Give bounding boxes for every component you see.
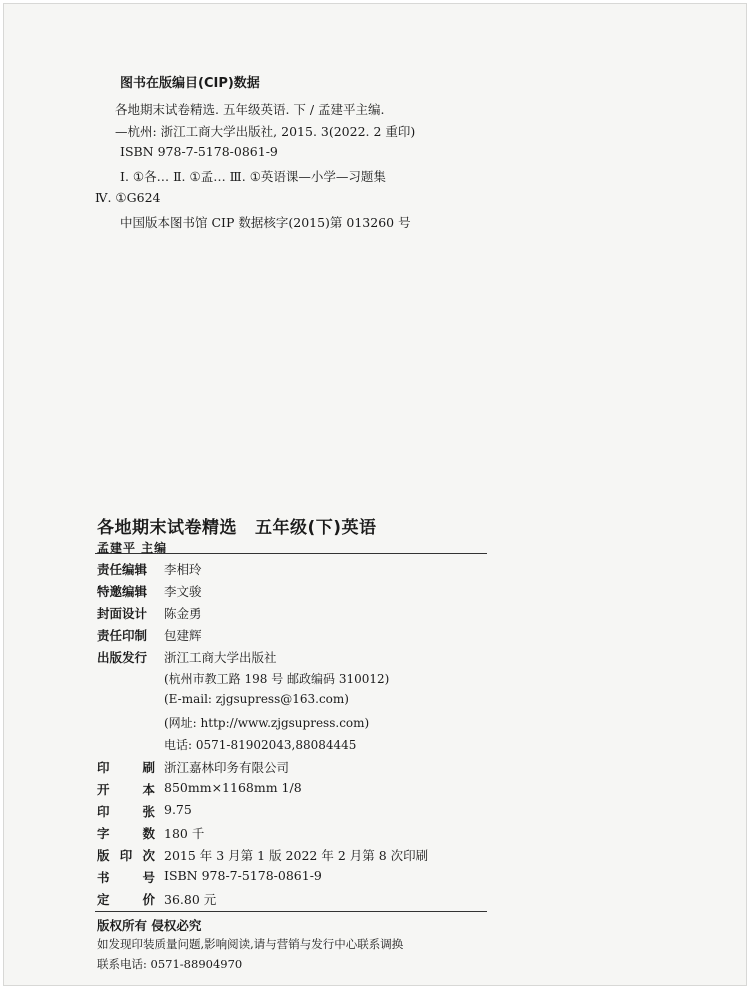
spec-label: 书 号 (97, 870, 155, 885)
spec-label: 字 数 (97, 826, 155, 841)
price-value: 36.80 元 (164, 892, 217, 907)
publisher-phone: 电话: 0571-81902043,88084445 (164, 738, 357, 752)
credit-value: 陈金勇 (164, 606, 202, 621)
credit-value: 李文骏 (164, 584, 202, 599)
specs-divider (95, 911, 487, 912)
word-count-value: 180 千 (164, 826, 205, 841)
credit-value: 李相玲 (164, 562, 202, 577)
spec-label: 印 刷 (97, 760, 155, 775)
publisher-name: 浙江工商大学出版社 (164, 650, 277, 665)
cip-classification: Ⅰ. ①各… Ⅱ. ①孟… Ⅲ. ①英语课—小学—习题集 (120, 169, 386, 184)
spec-label: 版 印 次 (97, 848, 155, 863)
rights-contact: 联系电话: 0571-88904970 (97, 957, 243, 971)
credit-label: 责任编辑 (97, 562, 148, 577)
format-value: 850mm×1168mm 1/8 (164, 780, 302, 795)
cip-line-1: 各地期末试卷精选. 五年级英语. 下 / 孟建平主编. (115, 102, 385, 117)
printer-name: 浙江嘉林印务有限公司 (164, 760, 290, 775)
publisher-email: (E-mail: zjgsupress@163.com) (164, 692, 349, 706)
book-title (97, 513, 377, 538)
edition-value: 2015 年 3 月第 1 版 2022 年 2 月第 8 次印刷 (164, 848, 429, 863)
credit-label: 封面设计 (97, 606, 148, 621)
spec-label: 开 本 (97, 782, 155, 797)
book-title-grade: 五年级(下)英语 (255, 518, 377, 538)
sheets-value: 9.75 (164, 802, 192, 817)
book-title-main: 各地期末试卷精选 (97, 518, 237, 538)
isbn-value: ISBN 978-7-5178-0861-9 (164, 868, 322, 883)
credit-value: 包建辉 (164, 628, 202, 643)
rights-title: 版权所有 侵权必究 (97, 918, 202, 933)
cip-line-2: —杭州: 浙江工商大学出版社, 2015. 3(2022. 2 重印) (115, 124, 416, 139)
credit-label: 特邀编辑 (97, 584, 148, 599)
cip-heading: 图书在版编目(CIP)数据 (120, 76, 260, 91)
cip-record-number: 中国版本图书馆 CIP 数据核字(2015)第 013260 号 (120, 215, 411, 230)
author-line: 孟建平 主编 (97, 541, 168, 555)
publisher-address: (杭州市教工路 198 号 邮政编码 310012) (164, 672, 390, 686)
spec-label: 定 价 (97, 892, 155, 907)
title-divider (95, 553, 487, 554)
credit-label: 责任印制 (97, 628, 148, 643)
cip-isbn: ISBN 978-7-5178-0861-9 (120, 144, 278, 159)
rights-notice: 如发现印装质量问题,影响阅读,请与营销与发行中心联系调换 (97, 937, 404, 951)
copyright-page (3, 3, 747, 986)
spec-label: 印 张 (97, 804, 155, 819)
publisher-website: (网址: http://www.zjgsupress.com) (164, 716, 370, 730)
cip-class-code: Ⅳ. ①G624 (95, 190, 161, 205)
credit-label: 出版发行 (97, 650, 148, 665)
